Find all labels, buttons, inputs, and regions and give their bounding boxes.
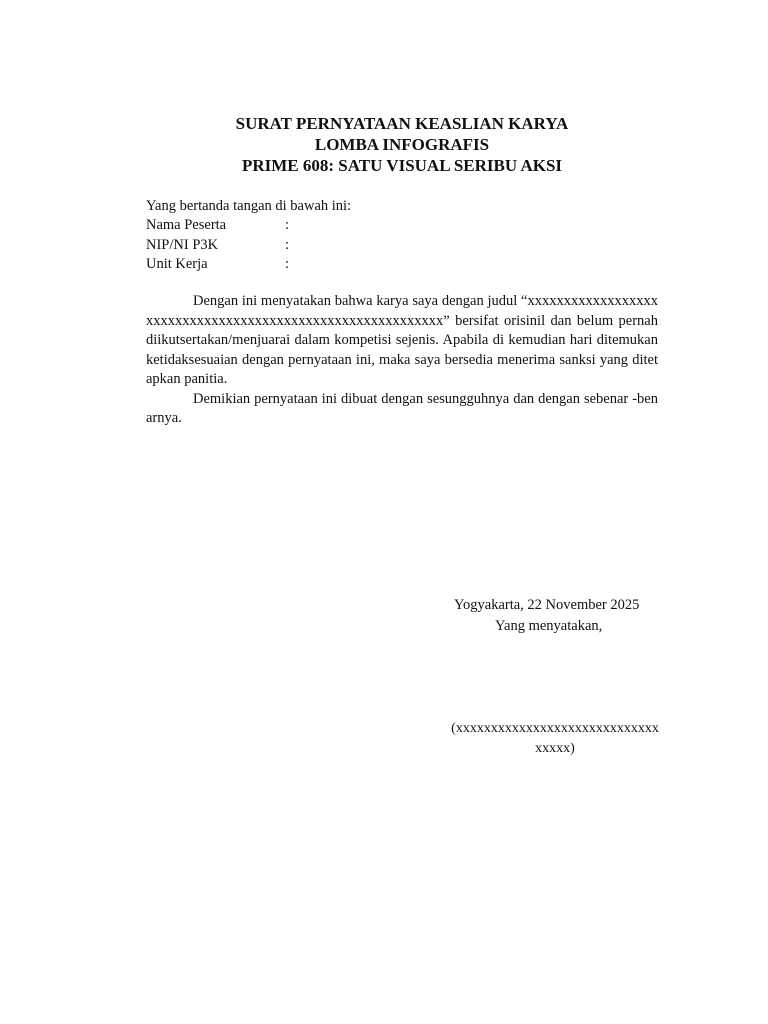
title-line-3: PRIME 608: SATU VISUAL SERIBU AKSI bbox=[241, 156, 563, 175]
intro-text: Yang bertanda tangan di bawah ini: bbox=[146, 198, 352, 214]
field-colon: : bbox=[285, 256, 290, 272]
field-colon: : bbox=[285, 217, 290, 233]
title-line-1: SURAT PERNYATAAN KEASLIAN KARYA bbox=[235, 114, 569, 133]
field-row-unit bbox=[146, 255, 305, 275]
signature-role: Yang menyatakan, bbox=[495, 618, 603, 634]
document-title bbox=[0, 113, 768, 176]
closing-paragraph: Demikian pernyataan ini dibuat dengan sesungguhnya dan dengan sebenar -benarnya. bbox=[146, 390, 658, 426]
statement-body bbox=[146, 292, 658, 429]
field-label: NIP/NI P3K bbox=[146, 236, 219, 253]
field-label: Unit Kerja bbox=[146, 256, 208, 272]
field-row-name bbox=[146, 216, 305, 236]
title-line-2: LOMBA INFOGRAFIS bbox=[314, 135, 490, 154]
identity-fields bbox=[146, 216, 305, 275]
field-colon: : bbox=[285, 236, 290, 253]
signature-name: (xxxxxxxxxxxxxxxxxxxxxxxxxxxxxxxxxx) bbox=[451, 721, 659, 756]
field-label: Nama Peserta bbox=[146, 217, 227, 233]
field-row-nip bbox=[146, 236, 305, 256]
signature-place-date: Yogyakarta, 22 November 2025 bbox=[454, 597, 640, 613]
statement-paragraph: Dengan ini menyatakan bahwa karya saya dengan judul “xxxxxxxxxxxxxxxxxxxxxxxxxxxxxxxxxxxxxxxxxxxxxxxxxxxxxxxxxxx” bersifat orisinil dan belum pernah diikutsertakan/menjuarai dalam kompetisi sejenis. Apabila di kemudian hari ditemukan ketidaksesuaian dengan pernyataan ini, maka saya bersedia menerima sanksi yang ditetapkan panitia. bbox=[146, 293, 658, 387]
